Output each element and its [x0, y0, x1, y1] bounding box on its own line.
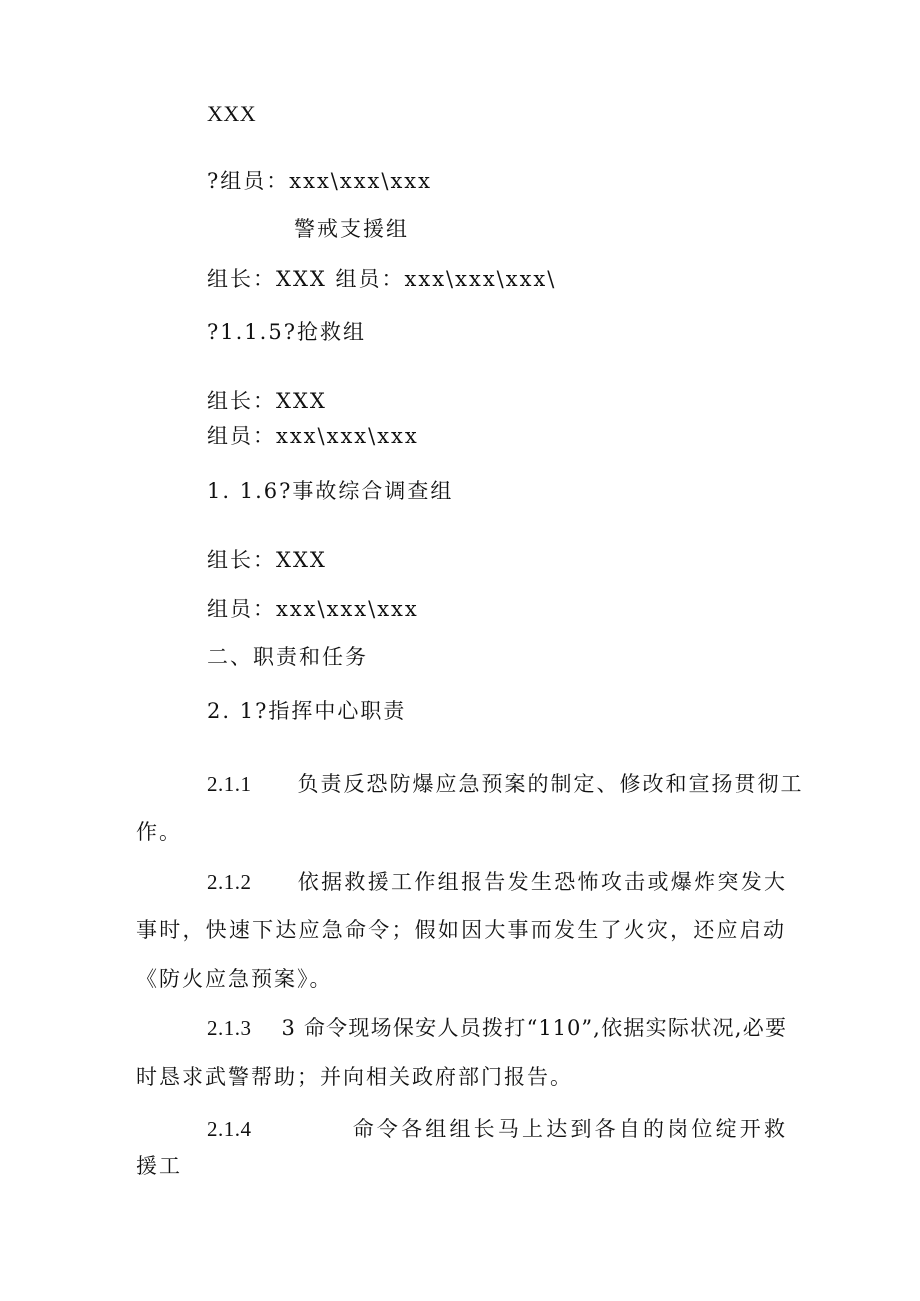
paragraph-text: 命令各组组长马上达到各自的岗位绽开救 [351, 1117, 787, 1141]
paragraph-number: 2.1.2 [207, 870, 252, 894]
investigation-members-line: 组员：xxx\xxx\xxx [207, 597, 419, 621]
paragraph-2-1-4 [207, 1115, 787, 1143]
paragraph-2-1-2 [207, 868, 787, 896]
paragraph-number: 2.1.4 [207, 1117, 252, 1141]
paragraph-text: 3 命令现场保安人员拨打“110”,依据实际状况,必要 [281, 1016, 787, 1040]
paragraph-continuation: 事时，快速下达应急命令；假如因大事而发生了火灾，还应启动 [136, 918, 786, 942]
paragraph-text: 依据救援工作组报告发生恐怖攻击或爆炸突发大 [297, 870, 787, 894]
section-heading-security-support: 警戒支援组 [294, 217, 409, 241]
paragraph-2-1-1 [207, 770, 804, 798]
paragraph-text: 负责反恐防爆应急预案的制定、修改和宣扬贯彻工 [297, 772, 804, 796]
paragraph-2-1-3 [207, 1014, 787, 1042]
rescue-leader-line: 组长：XXX [207, 389, 327, 413]
leader-name: XXX [207, 101, 257, 126]
paragraph-continuation: 作。 [136, 820, 182, 844]
rescue-members-line: 组员：xxx\xxx\xxx [207, 424, 419, 448]
leader-members-line: 组长：XXX 组员：xxx\xxx\xxx\ [207, 267, 557, 291]
paragraph-number: 2.1.1 [207, 772, 252, 796]
members-line: ?组员：xxx\xxx\xxx [207, 169, 432, 193]
paragraph-continuation: 《防火应急预案》。 [136, 967, 333, 991]
section-heading-investigation: 1. 1.6?事故综合调查组 [207, 479, 454, 503]
paragraph-number: 2.1.3 [207, 1016, 252, 1040]
paragraph-continuation: 援工 [136, 1154, 182, 1178]
section-heading-rescue: ?1.1.5?抢救组 [207, 320, 366, 344]
section-heading-command-center: 2. 1?指挥中心职责 [207, 699, 407, 723]
investigation-leader-line: 组长：XXX [207, 548, 327, 572]
paragraph-continuation: 时恳求武警帮助；并向相关政府部门报告。 [136, 1065, 573, 1089]
chapter-heading-duties: 二、职责和任务 [207, 645, 368, 669]
